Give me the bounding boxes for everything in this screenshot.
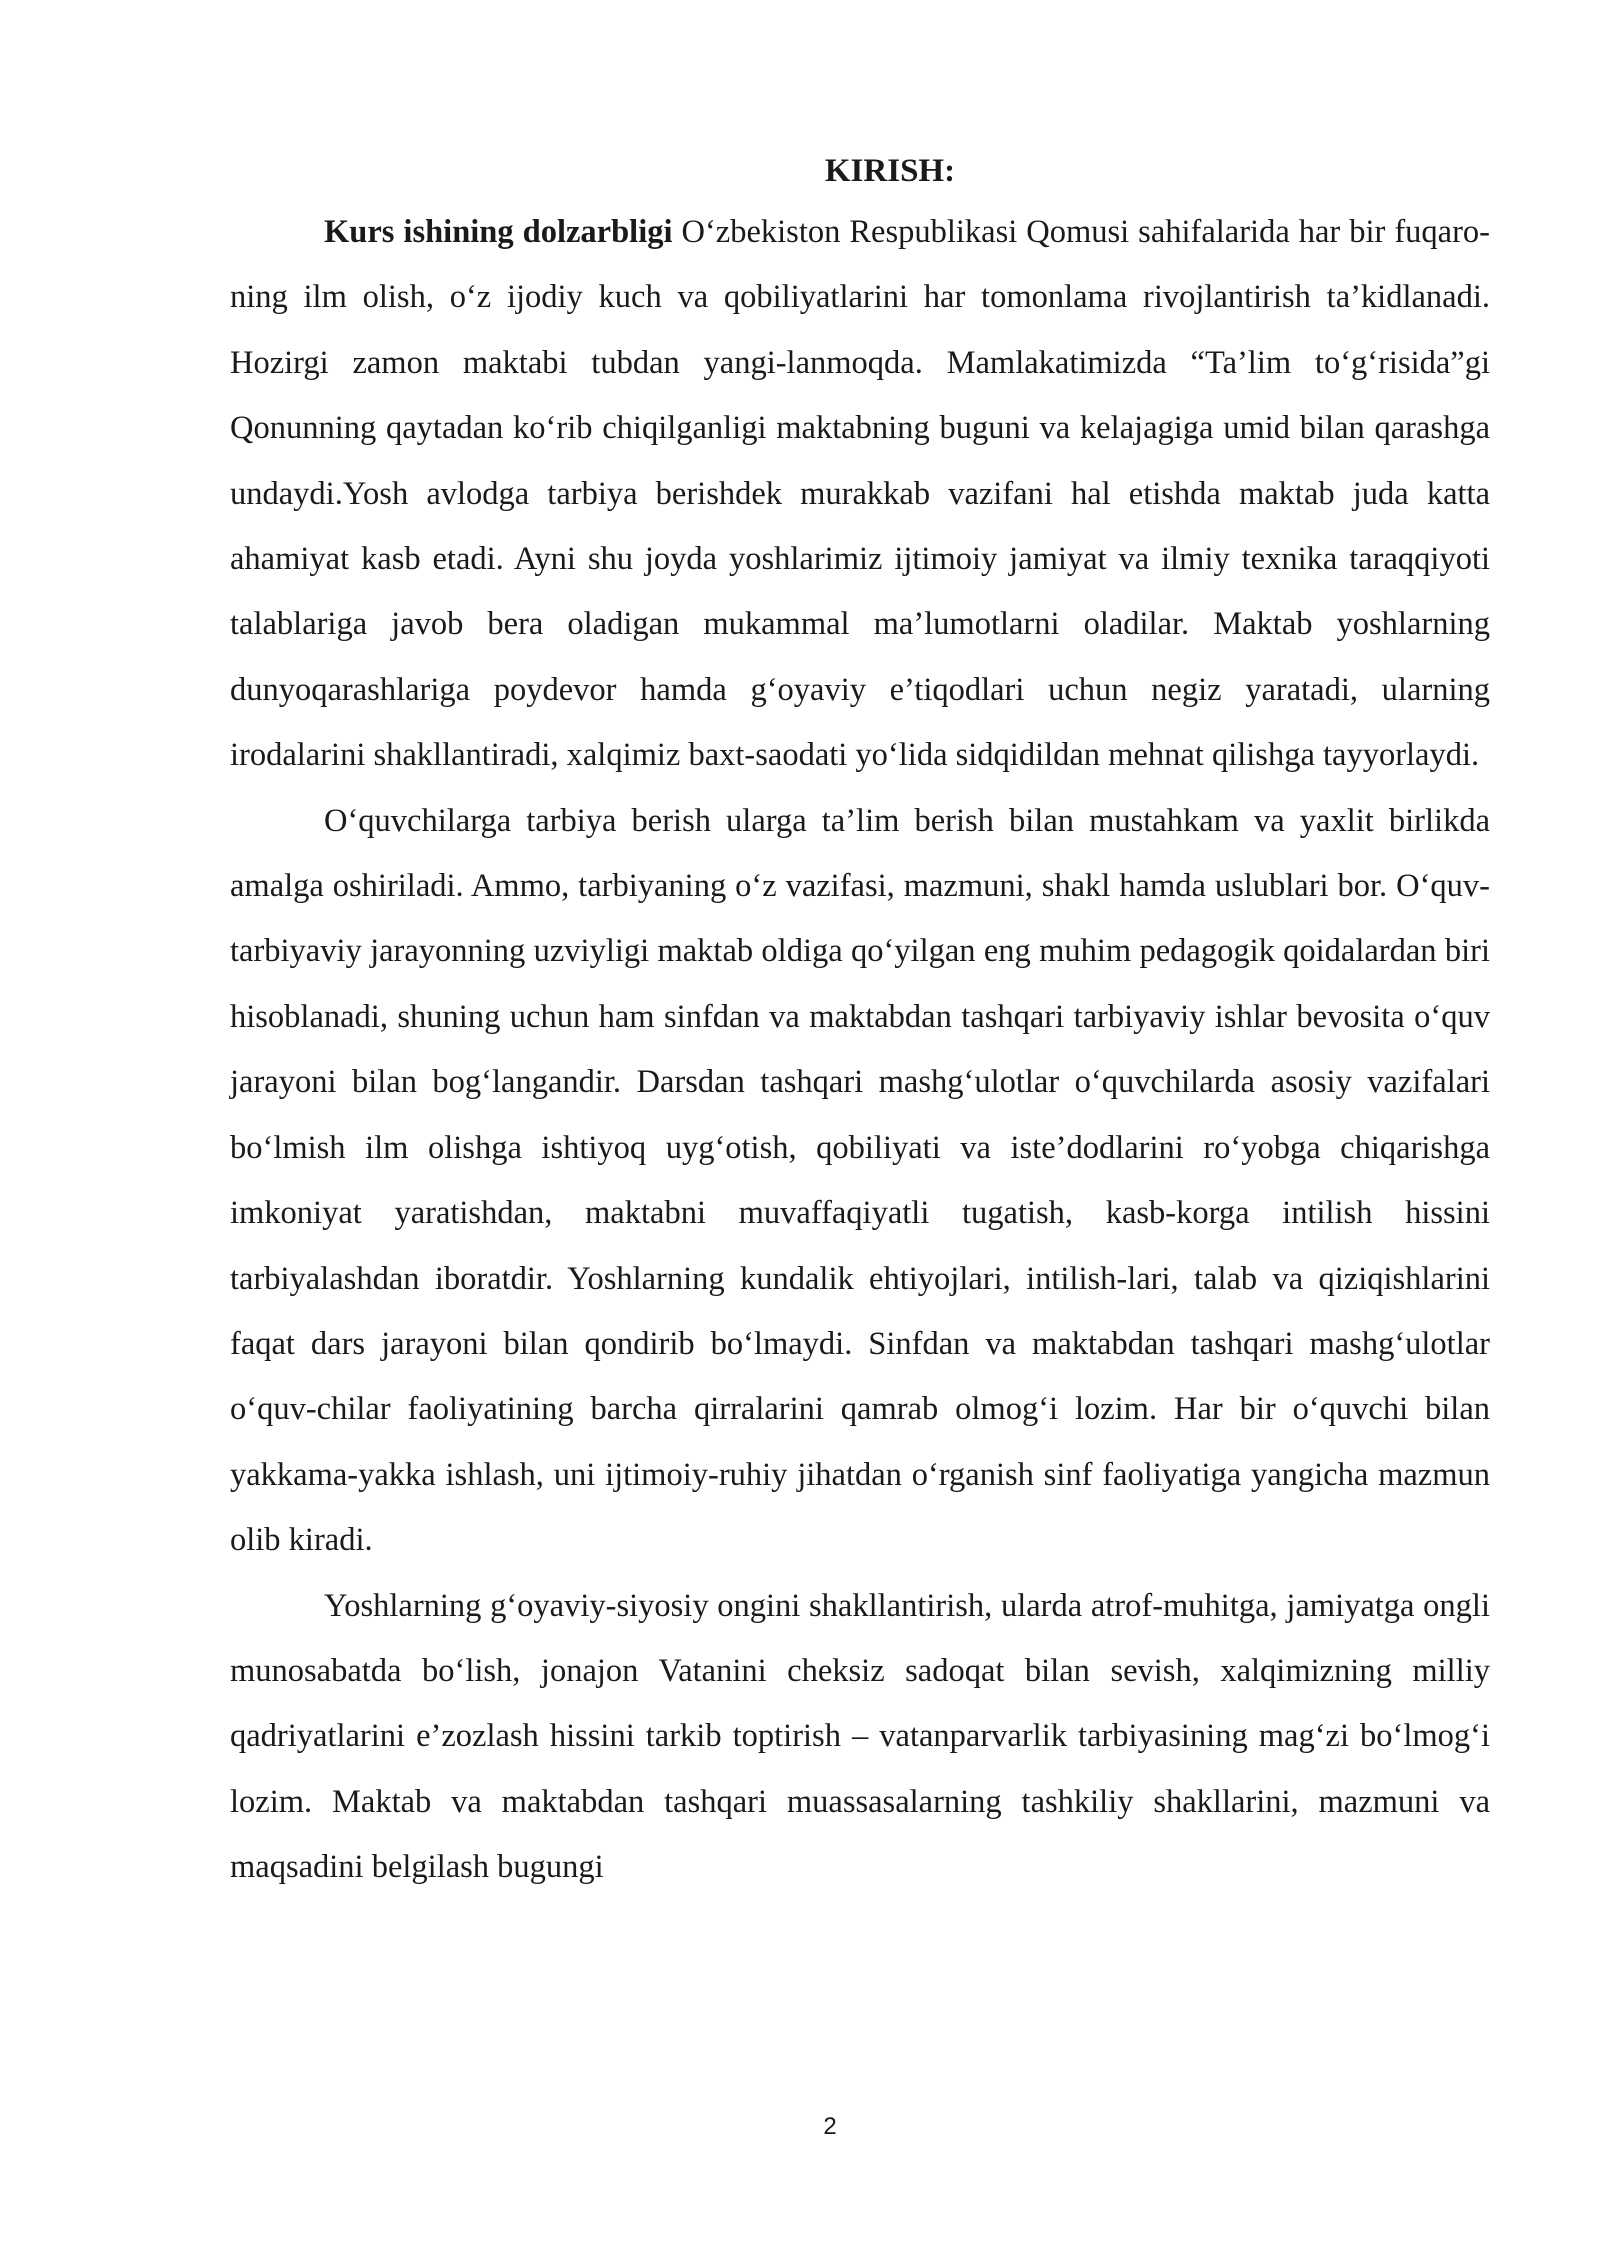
paragraph-youth bbox=[230, 1574, 1490, 1901]
paragraph-relevance bbox=[230, 200, 1490, 789]
paragraph-text: Yoshlarning g‘oyaviy-siyosiy ongini shakllantirish, ularda atrof-muhitga, jamiyatga ongli munosabatda bo‘lish, jonajon Vatanini cheksiz sadoqat bilan sevish, xalqimizning milliy qadriyatlarini e’zozlash hissini tarkib toptirish – vatanparvarlik tarbiyasining mag‘zi bo‘lmog‘i lozim. Maktab va maktabdan tashqari muassasalarning tashkiliy shakllarini, mazmuni va maqsadini belgilash bugungi bbox=[230, 1587, 1490, 1886]
page-content bbox=[230, 150, 1490, 1901]
page-number: 2 bbox=[823, 2113, 837, 2140]
section-heading: KIRISH: bbox=[824, 153, 956, 189]
paragraph-lead-bold: Kurs ishining dolzarbligi bbox=[324, 214, 673, 250]
paragraph-upbringing bbox=[230, 789, 1490, 1574]
paragraph-text: O‘zbekiston Respublikasi Qomusi sahifalarida har bir fuqaro-ning ilm olish, o‘z ijodiy kuch va qobiliyatlarini har tomonlama rivojlantirish ta’kidlanadi. Hozirgi zamon maktabi tubdan yangi-lanmoqda. Mamlakatimizda “Ta’lim to‘g‘risida”gi Qonunning qaytadan ko‘rib chiqilganligi maktabning buguni va kelajagiga umid bilan qarashga undaydi.Yosh avlodga tarbiya berishdek murakkab vazifani hal etishda maktab juda katta ahamiyat kasb etadi. Ayni shu joyda yoshlarimiz ijtimoiy jamiyat va ilmiy texnika taraqqiyoti talablariga javob bera oladigan mukammal ma’lumotlarni oladilar. Maktab yoshlarning dunyoqarashlariga poydevor hamda g‘oyaviy e’tiqodlari uchun negiz yaratadi, ularning irodalarini shakllantiradi, xalqimiz baxt-saodati yo‘lida sidqidildan mehnat qilishga tayyorlaydi. bbox=[230, 214, 1490, 774]
paragraph-text: O‘quvchilarga tarbiya berish ularga ta’lim berish bilan mustahkam va yaxlit birlikda amalga oshiriladi. Ammo, tarbiyaning o‘z vazifasi, mazmuni, shakl hamda uslublari bor. O‘quv-tarbiyaviy jarayonning uzviyligi maktab oldiga qo‘yilgan eng muhim pedagogik qoidalardan biri hisoblanadi, shuning uchun ham sinfdan va maktabdan tashqari tarbiyaviy ishlar bevosita o‘quv jarayoni bilan bog‘langandir. Darsdan tashqari mashg‘ulotlar o‘quvchilarda asosiy vazifalari bo‘lmish ilm olishga ishtiyoq uyg‘otish, qobiliyati va iste’dodlarini ro‘yobga chiqarishga imkoniyat yaratishdan, maktabni muvaffaqiyatli tugatish, kasb-korga intilish hissini tarbiyalashdan iboratdir. Yoshlarning kundalik ehtiyojlari, intilish-lari, talab va qiziqishlarini faqat dars jarayoni bilan qondirib bo‘lmaydi. Sinfdan va maktabdan tashqari mashg‘ulotlar o‘quv-chilar faoliyatining barcha qirralarini qamrab olmog‘i lozim. Har bir o‘quvchi bilan yakkama-yakka ishlash, uni ijtimoiy-ruhiy jihatdan o‘rganish sinf faoliyatiga yangicha mazmun olib kiradi. bbox=[230, 802, 1490, 1559]
